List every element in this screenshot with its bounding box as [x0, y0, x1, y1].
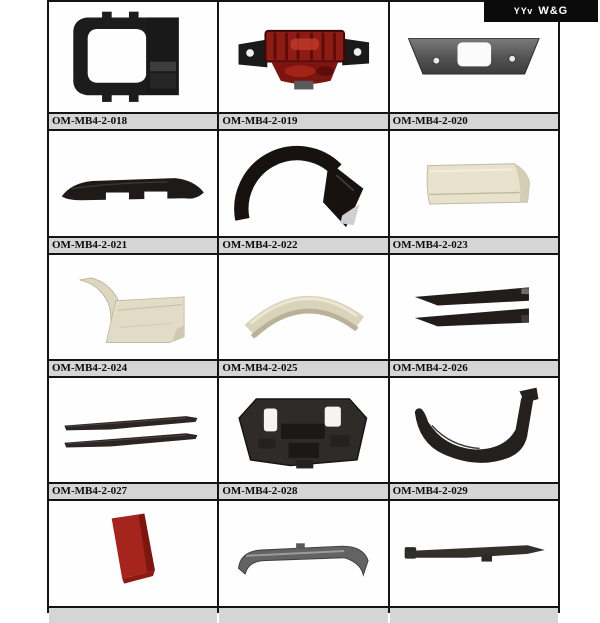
brand-wings-icon: YYv [513, 5, 534, 16]
part-photo-beige-quarter-panel [49, 255, 217, 359]
part-photo-beige-arch-moulding [219, 255, 387, 359]
part-number-label: OM-MB4-2-019 [219, 112, 387, 129]
catalog-cell-029 [390, 378, 558, 499]
part-number-label: OM-MB4-2-024 [49, 359, 217, 376]
brand-name: W&G [538, 4, 569, 17]
parts-grid [47, 0, 560, 613]
part-number-label [390, 606, 558, 623]
part-number-label: OM-MB4-2-020 [390, 112, 558, 129]
catalog-cell-019 [219, 2, 387, 129]
part-number-label: OM-MB4-2-023 [390, 236, 558, 253]
catalog-cell-018 [49, 2, 217, 129]
part-photo-fender-liner [390, 378, 558, 482]
part-photo-beige-door-moulding [390, 131, 558, 236]
part-photo-red-fog-lamp [219, 2, 387, 112]
part-number-label: OM-MB4-2-027 [49, 482, 217, 499]
part-number-label: OM-MB4-2-028 [219, 482, 387, 499]
part-number-label [219, 606, 387, 623]
part-photo-headlamp-bezel [49, 2, 217, 112]
part-number-label: OM-MB4-2-022 [219, 236, 387, 253]
catalog-cell-021 [49, 131, 217, 253]
part-number-label [49, 606, 217, 623]
part-number-label: OM-MB4-2-025 [219, 359, 387, 376]
catalog-cell-026 [390, 255, 558, 376]
part-photo-black-spoiler-bar [49, 131, 217, 236]
part-number-label: OM-MB4-2-029 [390, 482, 558, 499]
catalog-cell-row5-2 [219, 501, 387, 623]
part-photo-black-side-moulding-pair [390, 255, 558, 359]
catalog-cell-row5-3 [390, 501, 558, 623]
part-number-label: OM-MB4-2-021 [49, 236, 217, 253]
part-photo-red-reflector [49, 501, 217, 606]
part-number-label: OM-MB4-2-018 [49, 112, 217, 129]
part-photo-sill-strip-pair [49, 378, 217, 482]
catalog-cell-028 [219, 378, 387, 499]
part-photo-gray-bumper-strip [219, 501, 387, 606]
catalog-cell-024 [49, 255, 217, 376]
catalog-cell-022 [219, 131, 387, 253]
brand-logo-box [484, 0, 598, 22]
catalog-cell-027 [49, 378, 217, 499]
part-photo-wheel-arch-flare [219, 131, 387, 236]
part-photo-roof-trim-strip [390, 501, 558, 606]
catalog-cell-023 [390, 131, 558, 253]
part-number-label: OM-MB4-2-026 [390, 359, 558, 376]
part-photo-engine-under-cover [219, 378, 387, 482]
catalog-cell-row5-1 [49, 501, 217, 623]
catalog-cell-025 [219, 255, 387, 376]
